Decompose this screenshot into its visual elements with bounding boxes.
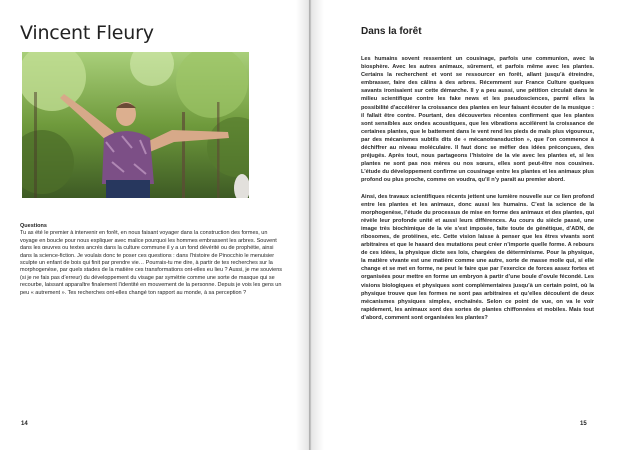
questions-text: Tu as été le premier à intervenir en forêt, en nous faisant voyager dans la construction des formes, un voyage en boucle pour nous expliquer avec malice pourquoi les hommes embrassent les arbres. Souvent dans les œuvres ou textes ancrés dans la culture commune il y a un fond dévérité ou de prophétie, ainsi dans la science-fiction. Je voulais donc te poser ces questions : dans l’histoire de Pinocchio le menuisier sculpte un enfant de bois qui finit par prendre vie… Pourrais-tu me dire, à partir de tes recherches sur la morphogenèse, par quels stades de la matière ces transformations ont-elles eu lieu ? Aussi, je me souviens (si je ne fais pas d’erreur) du développement du visage par symétrie comme une sorte de masque qui se recourbe, laissant apparaître finalement l’identité en mouvement de la personne. Depuis je vois les gens un peu « autrement ». Tes recherches ont-elles changé ton rapport au monde, à sa perception ? [20,230,283,296]
page-number-left: 14 [21,421,28,427]
book-gutter [296,0,324,450]
questions-label: Questions [20,223,47,229]
page-number-right: 15 [580,421,587,427]
photo-icon [22,52,249,198]
questions-block [20,223,282,297]
body-text [361,55,594,330]
body-paragraph: Ainsi, des travaux scientifiques récents jettent une lumière nouvelle sur ce lien profond entre les plantes et les animaux, donc aussi les humains. C’est la science de la morphogenèse, l’étude du processus de mise en forme des animaux et des plantes, qui révèle leur profonde unité et aussi leurs différences. Au cours du siècle passé, une image très biochimique de la vie s’est imposée, faite toute de génétique, d’ADN, de ribosomes, de protéines, etc. Cette vision laisse à penser que les êtres vivants sont arbitraires et que le hasard des mutations peut créer n’importe quelle forme. A rebours de ces idées, la physique dicte ses lois, chargées de déterminisme. Pour la physique, la matière vivante est une matière comme une autre, sorte de masse molle qui, si elle change et se met en forme, ne peut le faire que par l’exercice de forces assez fortes et organisées pour mettre en forme un embryon à partir d’une boule d’ovule fécondé. Les visions biologiques et physiques sont complémentaires jusqu’à un certain point, où la physique trouve que les formes ne sont pas arbitraires et qu’elles découlent de deux mécanismes physiques simples, enchaînés. Selon ce point de vue, on va le voir rapidement, les animaux sont des sortes de plantes chiffonnées et mobiles. Mais tout d’abord, comment sont organisées les plantes? [361,193,594,321]
page-heading: Vincent Fleury [20,22,154,44]
left-page [0,0,309,450]
body-paragraph: Les humains sovent ressentent un cousinage, parfois une communion, avec la biosphère. Avec les autres animaux, sûrement, et parfois même avec les plantes. Certains la recherchent et vont se ressourcer en forêt, allant jusqu’à étreindre, embrasser, faire des câlins à des arbres. Récemment sur France Culture quelques savants ironisaient sur cette démarche. Il y a peu aussi, une pétition circulait dans le milieu scientifique contre les fake news et les pseudosciences, parmi elles la possibilité d’accélérer la croissance des plantes en leur faisant écouter de la musique : il fallait être contre. Pourtant, des découvertes récentes confirment que les plantes sont sensibles aux ondes acoustiques, que les vibrations accélèrent la croissance de certaines plantes, que le battement dans le vent rend les pieds de maïs plus vigoureux, par des mécanismes subtils dits de « mécanotransduction », que l’on commence à déchiffrer au niveau moléculaire. Il faut donc se méfier des idées préconçues, des préjugés. Après tout, nous partageons l’histoire de la vie avec les plantes et, si les plantes ne sont pas nos mères ou nos sœurs, elles sont peut-être nos cousines. L’étude du développement confirme un cousinage entre les plantes et les animaux plus profond ou plus proche, comme on voudra, qu’il n’y paraît au premier abord. [361,56,594,184]
section-title: Dans la forêt [361,26,422,37]
